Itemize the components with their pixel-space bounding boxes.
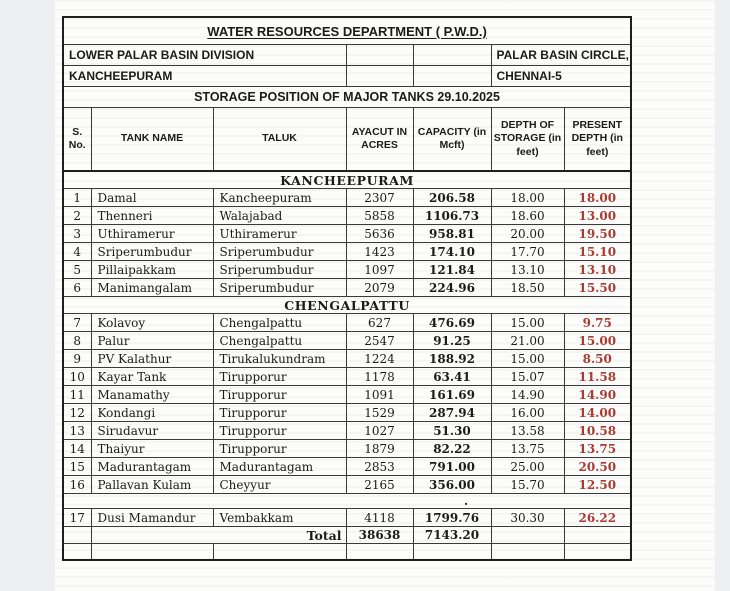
col-header-ayacut: AYACUT IN ACRES — [346, 108, 413, 172]
cell-tank-name: Pillaipakkam — [91, 261, 213, 279]
empty-cell — [564, 527, 631, 544]
cell-capacity: 121.84 — [413, 261, 491, 279]
cell-taluk: Tirupporur — [213, 386, 346, 404]
cell-taluk: Chengalpattu — [213, 314, 346, 332]
cell-present-depth: 10.58 — [564, 422, 631, 440]
cell-present-depth: 11.58 — [564, 368, 631, 386]
cell-capacity: 91.25 — [413, 332, 491, 350]
table-row — [63, 350, 631, 368]
empty-row — [63, 544, 631, 561]
table-row — [63, 440, 631, 458]
cell-capacity: 51.30 — [413, 422, 491, 440]
col-header-capacity: CAPACITY (in Mcft) — [413, 108, 491, 172]
cell-ayacut: 2307 — [346, 189, 413, 207]
cell-capacity: 63.41 — [413, 368, 491, 386]
cell-depth: 15.07 — [491, 368, 564, 386]
table-row — [63, 261, 631, 279]
cell-taluk: Vembakkam — [213, 509, 346, 527]
cell-taluk: Walajabad — [213, 207, 346, 225]
table-row — [63, 279, 631, 297]
cell-sno: 2 — [63, 207, 91, 225]
cell-taluk: Sriperumbudur — [213, 261, 346, 279]
cell-sno: 16 — [63, 476, 91, 494]
cell-capacity: 791.00 — [413, 458, 491, 476]
table-row — [63, 314, 631, 332]
cell-capacity: 82.22 — [413, 440, 491, 458]
cell-ayacut: 1178 — [346, 368, 413, 386]
cell-capacity: 161.69 — [413, 386, 491, 404]
cell-present-depth: 13.10 — [564, 261, 631, 279]
cell-taluk: Tirupporur — [213, 368, 346, 386]
table-row — [63, 189, 631, 207]
cell-sno: 8 — [63, 332, 91, 350]
cell-tank-name: Dusi Mamandur — [91, 509, 213, 527]
cell-taluk: Tirupporur — [213, 422, 346, 440]
table-row — [63, 332, 631, 350]
total-row — [63, 527, 631, 544]
cell-present-depth: 12.50 — [564, 476, 631, 494]
cell-capacity: 958.81 — [413, 225, 491, 243]
cell-taluk: Madurantagam — [213, 458, 346, 476]
empty-cell — [491, 544, 564, 561]
cell-sno: 4 — [63, 243, 91, 261]
cell-present-depth: 15.50 — [564, 279, 631, 297]
cell-taluk: Sriperumbudur — [213, 243, 346, 261]
division-name: LOWER PALAR BASIN DIVISION — [63, 45, 346, 66]
group-header-chengalpattu: CHENGALPATTU — [63, 297, 631, 314]
cell-ayacut: 1529 — [346, 404, 413, 422]
cell-ayacut: 1027 — [346, 422, 413, 440]
document-subtitle: STORAGE POSITION OF MAJOR TANKS 29.10.2025 — [63, 87, 631, 108]
cell-depth: 18.50 — [491, 279, 564, 297]
cell-present-depth: 20.50 — [564, 458, 631, 476]
cell-sno: 6 — [63, 279, 91, 297]
empty-cell — [491, 527, 564, 544]
cell-capacity: 476.69 — [413, 314, 491, 332]
cell-taluk: Cheyyur — [213, 476, 346, 494]
cell-depth: 13.10 — [491, 261, 564, 279]
empty-cell — [91, 544, 213, 561]
empty-cell — [213, 544, 346, 561]
empty-cell — [413, 544, 491, 561]
cell-capacity: 174.10 — [413, 243, 491, 261]
cell-present-depth: 15.00 — [564, 332, 631, 350]
cell-ayacut: 2853 — [346, 458, 413, 476]
cell-taluk: Tirupporur — [213, 440, 346, 458]
empty-cell — [564, 544, 631, 561]
cell-ayacut: 2079 — [346, 279, 413, 297]
empty-cell — [346, 45, 413, 66]
cell-tank-name: Uthiramerur — [91, 225, 213, 243]
cell-tank-name: Madurantagam — [91, 458, 213, 476]
cell-ayacut: 1097 — [346, 261, 413, 279]
circle-name: PALAR BASIN CIRCLE, — [491, 45, 631, 66]
cell-present-depth: 14.00 — [564, 404, 631, 422]
cell-sno: 1 — [63, 189, 91, 207]
cell-depth: 18.60 — [491, 207, 564, 225]
table-row — [63, 225, 631, 243]
spacer-row — [63, 494, 631, 509]
total-label: Total — [91, 527, 346, 544]
cell-sno: 5 — [63, 261, 91, 279]
table-row — [63, 422, 631, 440]
cell-tank-name: Kondangi — [91, 404, 213, 422]
cell-tank-name: Manamathy — [91, 386, 213, 404]
cell-ayacut: 2165 — [346, 476, 413, 494]
cell-sno: 13 — [63, 422, 91, 440]
cell-depth: 13.58 — [491, 422, 564, 440]
cell-depth: 20.00 — [491, 225, 564, 243]
group-header-kancheepuram: KANCHEEPURAM — [63, 171, 631, 189]
division-place: KANCHEEPURAM — [63, 66, 346, 87]
document-title-text: WATER RESOURCES DEPARTMENT ( P.W.D.) — [207, 23, 487, 39]
cell-ayacut: 1879 — [346, 440, 413, 458]
cell-tank-name: Sriperumbudur — [91, 243, 213, 261]
cell-sno: 15 — [63, 458, 91, 476]
cell-sno: 7 — [63, 314, 91, 332]
cell-tank-name: Thaiyur — [91, 440, 213, 458]
cell-taluk: Chengalpattu — [213, 332, 346, 350]
storage-position-table — [62, 16, 632, 561]
cell-ayacut: 1423 — [346, 243, 413, 261]
cell-ayacut: 1224 — [346, 350, 413, 368]
cell-tank-name: Damal — [91, 189, 213, 207]
cell-capacity: 224.96 — [413, 279, 491, 297]
cell-ayacut: 4118 — [346, 509, 413, 527]
cell-sno: 9 — [63, 350, 91, 368]
cell-capacity: 356.00 — [413, 476, 491, 494]
cell-tank-name: Kolavoy — [91, 314, 213, 332]
cell-sno: 10 — [63, 368, 91, 386]
cell-sno: 3 — [63, 225, 91, 243]
cell-present-depth: 26.22 — [564, 509, 631, 527]
empty-cell — [413, 45, 491, 66]
cell-present-depth: 18.00 — [564, 189, 631, 207]
cell-present-depth: 15.10 — [564, 243, 631, 261]
cell-tank-name: PV Kalathur — [91, 350, 213, 368]
col-header-taluk: TALUK — [213, 108, 346, 172]
cell-tank-name: Thenneri — [91, 207, 213, 225]
cell-taluk: Uthiramerur — [213, 225, 346, 243]
table-row — [63, 509, 631, 527]
cell-taluk: Tirupporur — [213, 404, 346, 422]
cell-sno: 17 — [63, 509, 91, 527]
empty-cell — [413, 66, 491, 87]
table-row — [63, 243, 631, 261]
cell-capacity: 1799.76 — [413, 509, 491, 527]
cell-present-depth: 14.90 — [564, 386, 631, 404]
cell-capacity: 188.92 — [413, 350, 491, 368]
cell-tank-name: Kayar Tank — [91, 368, 213, 386]
cell-present-depth: 13.75 — [564, 440, 631, 458]
cell-capacity: 206.58 — [413, 189, 491, 207]
table-row — [63, 458, 631, 476]
empty-cell — [346, 544, 413, 561]
cell-depth: 25.00 — [491, 458, 564, 476]
col-header-sno: S. No. — [63, 108, 91, 172]
cell-tank-name: Sirudavur — [91, 422, 213, 440]
spacer-dot: . — [63, 494, 631, 509]
cell-depth: 16.00 — [491, 404, 564, 422]
table-row — [63, 368, 631, 386]
empty-cell — [63, 527, 91, 544]
total-capacity: 7143.20 — [413, 527, 491, 544]
scanned-page — [55, 0, 715, 591]
cell-taluk: Tirukalukundram — [213, 350, 346, 368]
cell-depth: 13.75 — [491, 440, 564, 458]
cell-present-depth: 8.50 — [564, 350, 631, 368]
cell-tank-name: Manimangalam — [91, 279, 213, 297]
cell-depth: 15.70 — [491, 476, 564, 494]
cell-depth: 14.90 — [491, 386, 564, 404]
col-header-present-depth: PRESENT DEPTH (in feet) — [564, 108, 631, 172]
cell-depth: 30.30 — [491, 509, 564, 527]
cell-sno: 12 — [63, 404, 91, 422]
table-row — [63, 476, 631, 494]
empty-cell — [346, 66, 413, 87]
table-row — [63, 386, 631, 404]
cell-sno: 14 — [63, 440, 91, 458]
cell-ayacut: 1091 — [346, 386, 413, 404]
total-ayacut: 38638 — [346, 527, 413, 544]
table-row — [63, 207, 631, 225]
cell-tank-name: Pallavan Kulam — [91, 476, 213, 494]
cell-depth: 18.00 — [491, 189, 564, 207]
cell-depth: 17.70 — [491, 243, 564, 261]
cell-depth: 15.00 — [491, 350, 564, 368]
circle-place: CHENNAI-5 — [491, 66, 631, 87]
cell-ayacut: 5636 — [346, 225, 413, 243]
cell-capacity: 287.94 — [413, 404, 491, 422]
cell-present-depth: 9.75 — [564, 314, 631, 332]
cell-sno: 11 — [63, 386, 91, 404]
table-row — [63, 404, 631, 422]
cell-tank-name: Palur — [91, 332, 213, 350]
cell-present-depth: 19.50 — [564, 225, 631, 243]
document-title — [63, 17, 631, 45]
cell-taluk: Sriperumbudur — [213, 279, 346, 297]
cell-ayacut: 5858 — [346, 207, 413, 225]
col-header-tank-name: TANK NAME — [91, 108, 213, 172]
empty-cell — [63, 544, 91, 561]
cell-depth: 15.00 — [491, 314, 564, 332]
cell-depth: 21.00 — [491, 332, 564, 350]
cell-ayacut: 2547 — [346, 332, 413, 350]
cell-present-depth: 13.00 — [564, 207, 631, 225]
cell-ayacut: 627 — [346, 314, 413, 332]
cell-capacity: 1106.73 — [413, 207, 491, 225]
cell-taluk: Kancheepuram — [213, 189, 346, 207]
col-header-depth-of-storage: DEPTH OF STORAGE (in feet) — [491, 108, 564, 172]
